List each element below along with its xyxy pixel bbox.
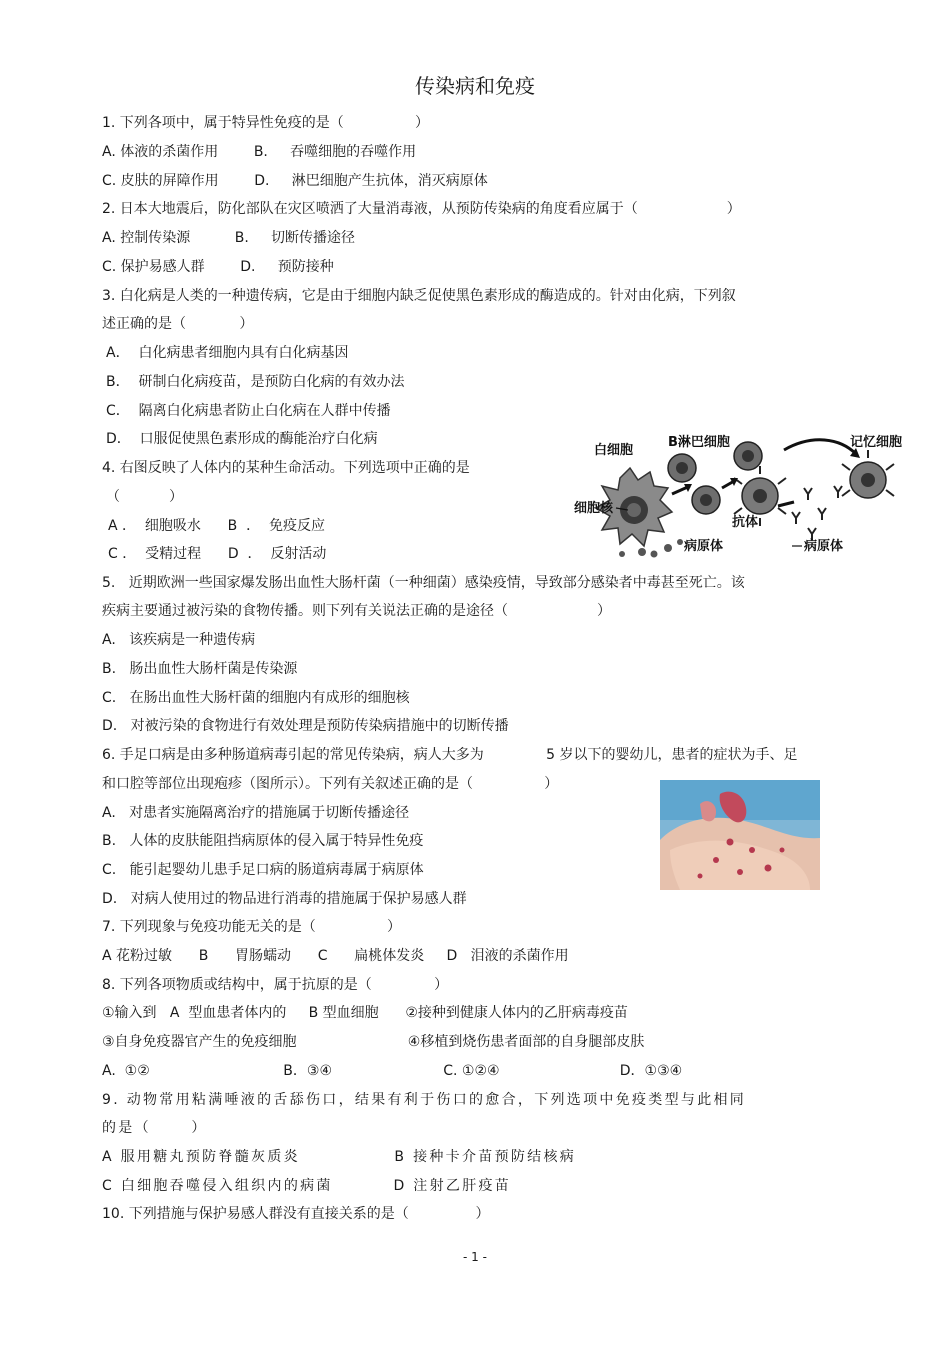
question-9-cont: 的是（ ） xyxy=(102,1120,208,1136)
question-6-cont: 和口腔等部位出现疱疹（图所示）。下列有关叙述正确的是（ ） xyxy=(102,776,559,792)
q3-option-c: C． 隔离白化病患者防止白化病在人群中传播 xyxy=(106,403,391,419)
q8-options: A. ①② B．③④ C. ①②④ D．①③④ xyxy=(102,1063,683,1079)
question-5-cont: 疾病主要通过被污染的食物传播。则下列有关说法正确的是途径（ ） xyxy=(102,603,612,619)
question-2: 2. 日本大地震后，防化部队在灾区喷洒了大量消毒液，从预防传染病的角度看应属于（ ） xyxy=(102,201,741,217)
q3-option-b: B． 研制白化病疫苗，是预防白化病的有效办法 xyxy=(106,374,405,390)
immune-response-figure xyxy=(572,428,922,566)
question-3-cont: 述正确的是（ ） xyxy=(102,316,254,332)
page-title: 传染病和免疫 xyxy=(415,74,535,98)
question-3: 3. 白化病是人类的一种遗传病，它是由于细胞内缺乏促使黑色素形成的酶造成的。针对由化病，下列叙 xyxy=(102,288,736,304)
question-1: 1. 下列各项中，属于特异性免疫的是（ ） xyxy=(102,115,430,131)
q3-option-d: D． 口服促使黑色素形成的酶能治疗白化病 xyxy=(106,431,378,447)
q1-options-cd: C. 皮肤的屏障作用 D. 淋巴细胞产生抗体，消灭病原体 xyxy=(102,173,488,189)
label-memory-cell: 记忆细胞 xyxy=(850,435,903,450)
question-4: 4. 右图反映了人体内的某种生命活动。下列选项中正确的是 xyxy=(102,460,470,476)
page-number: - 1 - xyxy=(463,1250,487,1264)
q4-options-cd: C ． 受精过程 D ． 反射活动 xyxy=(108,546,327,562)
q7-options: A 花粉过敏 B 胃肠蠕动 C 扁桃体发炎 D 泪液的杀菌作用 xyxy=(102,948,569,964)
q2-options-ab: A. 控制传染源 B. 切断传播途径 xyxy=(102,230,356,246)
hand-rash-photo xyxy=(660,780,820,890)
question-8: 8. 下列各项物质或结构中，属于抗原的是（ ） xyxy=(102,977,449,993)
q9-options-ab: A 服用糖丸预防脊髓灰质炎 B 接种卡介苗预防结核病 xyxy=(102,1149,577,1165)
label-antibody: 抗体 xyxy=(732,515,759,530)
q6-option-c: C. 能引起婴幼儿患手足口病的肠道病毒属于病原体 xyxy=(102,862,424,878)
q6-option-d: D. 对病人使用过的物品进行消毒的措施属于保护易感人群 xyxy=(102,891,467,907)
label-nucleus: 细胞核 xyxy=(574,501,614,516)
question-7: 7. 下列现象与免疫功能无关的是（ ） xyxy=(102,919,402,935)
question-6: 6. 手足口病是由多种肠道病毒引起的常见传染病，病人大多为 5 岁以下的婴幼儿，患者的症状为手、足 xyxy=(102,747,798,763)
q6-option-a: A. 对患者实施隔离治疗的措施属于切断传播途径 xyxy=(102,805,410,821)
question-10: 10. 下列措施与保护易感人群没有直接关系的是（ ） xyxy=(102,1206,490,1222)
q6-option-b: B. 人体的皮肤能阻挡病原体的侵入属于特异性免疫 xyxy=(102,833,424,849)
label-white-cell: 白细胞 xyxy=(594,443,634,458)
q9-options-cd: C 白细胞吞噬侵入组织内的病菌 D 注射乙肝疫苗 xyxy=(102,1178,512,1194)
q5-option-d: D. 对被污染的食物进行有效处理是预防传染病措施中的切断传播 xyxy=(102,718,509,734)
question-4-bracket: （ ） xyxy=(106,489,183,505)
q5-option-c: C. 在肠出血性大肠杆菌的细胞内有成形的细胞核 xyxy=(102,690,410,706)
q3-option-a: A． 白化病患者细胞内具有白化病基因 xyxy=(106,345,349,361)
question-5: 5. 近期欧洲一些国家爆发肠出血性大肠杆菌（一种细菌）感染疫情，导致部分感染者中毒甚至死亡。该 xyxy=(102,575,745,591)
q8-items-12: ①输入到 A 型血患者体内的 B 型血细胞 ②接种到健康人体内的乙肝病毒疫苗 xyxy=(102,1005,628,1021)
label-pathogen-left: 病原体 xyxy=(684,539,724,554)
q4-options-ab: A ． 细胞吸水 B ． 免疫反应 xyxy=(108,518,326,534)
q5-option-a: A. 该疾病是一种遗传病 xyxy=(102,632,256,648)
label-pathogen-right: 病原体 xyxy=(804,539,844,554)
q5-option-b: B. 肠出血性大肠杆菌是传染源 xyxy=(102,661,298,677)
question-9: 9. 动物常用粘满唾液的舌舔伤口，结果有利于伤口的愈合，下列选项中免疫类型与此相同 xyxy=(102,1092,747,1108)
q8-items-34: ③自身免疫器官产生的免疫细胞 ④移植到烧伤患者面部的自身腿部皮肤 xyxy=(102,1034,645,1050)
label-b-cell: B淋巴细胞 xyxy=(668,435,730,450)
q1-options-ab: A. 体液的杀菌作用 B. 吞噬细胞的吞噬作用 xyxy=(102,144,417,160)
q2-options-cd: C. 保护易感人群 D. 预防接种 xyxy=(102,259,334,275)
